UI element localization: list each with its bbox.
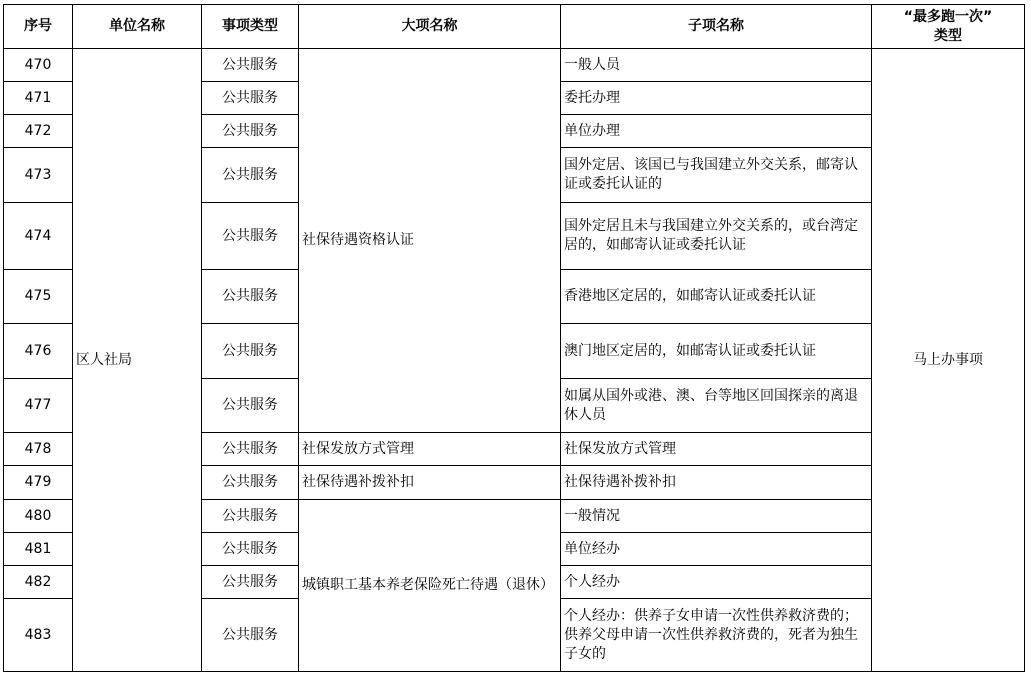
type-cell: 公共服务 <box>202 115 299 148</box>
seq-cell: 470 <box>4 49 73 82</box>
sub-item-cell: 社保发放方式管理 <box>561 433 872 466</box>
seq-cell: 479 <box>4 466 73 500</box>
type-cell: 公共服务 <box>202 270 299 324</box>
sub-item-cell: 个人经办 <box>561 566 872 599</box>
sub-item-cell: 国外定居、该国已与我国建立外交关系，邮寄认证或委托认证的 <box>561 148 872 203</box>
type-cell: 公共服务 <box>202 533 299 566</box>
type-cell: 公共服务 <box>202 599 299 672</box>
type-cell: 公共服务 <box>202 500 299 533</box>
sub-item-cell: 一般人员 <box>561 49 872 82</box>
sub-item-cell: 如属从国外或港、澳、台等地区回国探亲的离退休人员 <box>561 379 872 433</box>
seq-cell: 472 <box>4 115 73 148</box>
sub-item-cell: 一般情况 <box>561 500 872 533</box>
header-row <box>4 5 1025 49</box>
type-cell: 公共服务 <box>202 433 299 466</box>
sub-item-cell: 单位经办 <box>561 533 872 566</box>
header-major: 大项名称 <box>299 5 561 49</box>
major-item-cell: 社保待遇补拨补扣 <box>299 466 561 500</box>
major-item-cell: 社保发放方式管理 <box>299 433 561 466</box>
major-item-cell: 社保待遇资格认证 <box>299 49 561 433</box>
sub-item-cell: 个人经办：供养子女申请一次性供养救济费的；供养父母申请一次性供养救济费的，死者为独生子女的 <box>561 599 872 672</box>
table-row <box>4 49 1025 82</box>
header-run-type <box>872 5 1025 49</box>
major-item-cell: 城镇职工基本养老保险死亡待遇（退休） <box>299 500 561 672</box>
sub-item-cell: 委托办理 <box>561 82 872 115</box>
seq-cell: 476 <box>4 324 73 379</box>
header-seq: 序号 <box>4 5 73 49</box>
seq-cell: 478 <box>4 433 73 466</box>
type-cell: 公共服务 <box>202 379 299 433</box>
type-cell: 公共服务 <box>202 324 299 379</box>
type-cell: 公共服务 <box>202 49 299 82</box>
header-run-type-line2: 类型 <box>934 27 962 44</box>
sub-item-cell: 社保待遇补拨补扣 <box>561 466 872 500</box>
unit-name-cell: 区人社局 <box>73 49 202 672</box>
sub-item-cell: 香港地区定居的，如邮寄认证或委托认证 <box>561 270 872 324</box>
type-cell: 公共服务 <box>202 203 299 270</box>
header-run-type-line1: “最多跑一次” <box>903 8 993 25</box>
seq-cell: 471 <box>4 82 73 115</box>
seq-cell: 474 <box>4 203 73 270</box>
header-type: 事项类型 <box>202 5 299 49</box>
type-cell: 公共服务 <box>202 466 299 500</box>
sub-item-cell: 单位办理 <box>561 115 872 148</box>
type-cell: 公共服务 <box>202 148 299 203</box>
header-unit: 单位名称 <box>73 5 202 49</box>
sub-item-cell: 澳门地区定居的，如邮寄认证或委托认证 <box>561 324 872 379</box>
seq-cell: 475 <box>4 270 73 324</box>
header-sub: 子项名称 <box>561 5 872 49</box>
seq-cell: 477 <box>4 379 73 433</box>
seq-cell: 483 <box>4 599 73 672</box>
service-items-table <box>3 4 1025 672</box>
sub-item-cell: 国外定居且未与我国建立外交关系的，或台湾定居的，如邮寄认证或委托认证 <box>561 203 872 270</box>
seq-cell: 482 <box>4 566 73 599</box>
type-cell: 公共服务 <box>202 566 299 599</box>
seq-cell: 481 <box>4 533 73 566</box>
run-type-cell: 马上办事项 <box>872 49 1025 672</box>
type-cell: 公共服务 <box>202 82 299 115</box>
seq-cell: 473 <box>4 148 73 203</box>
seq-cell: 480 <box>4 500 73 533</box>
